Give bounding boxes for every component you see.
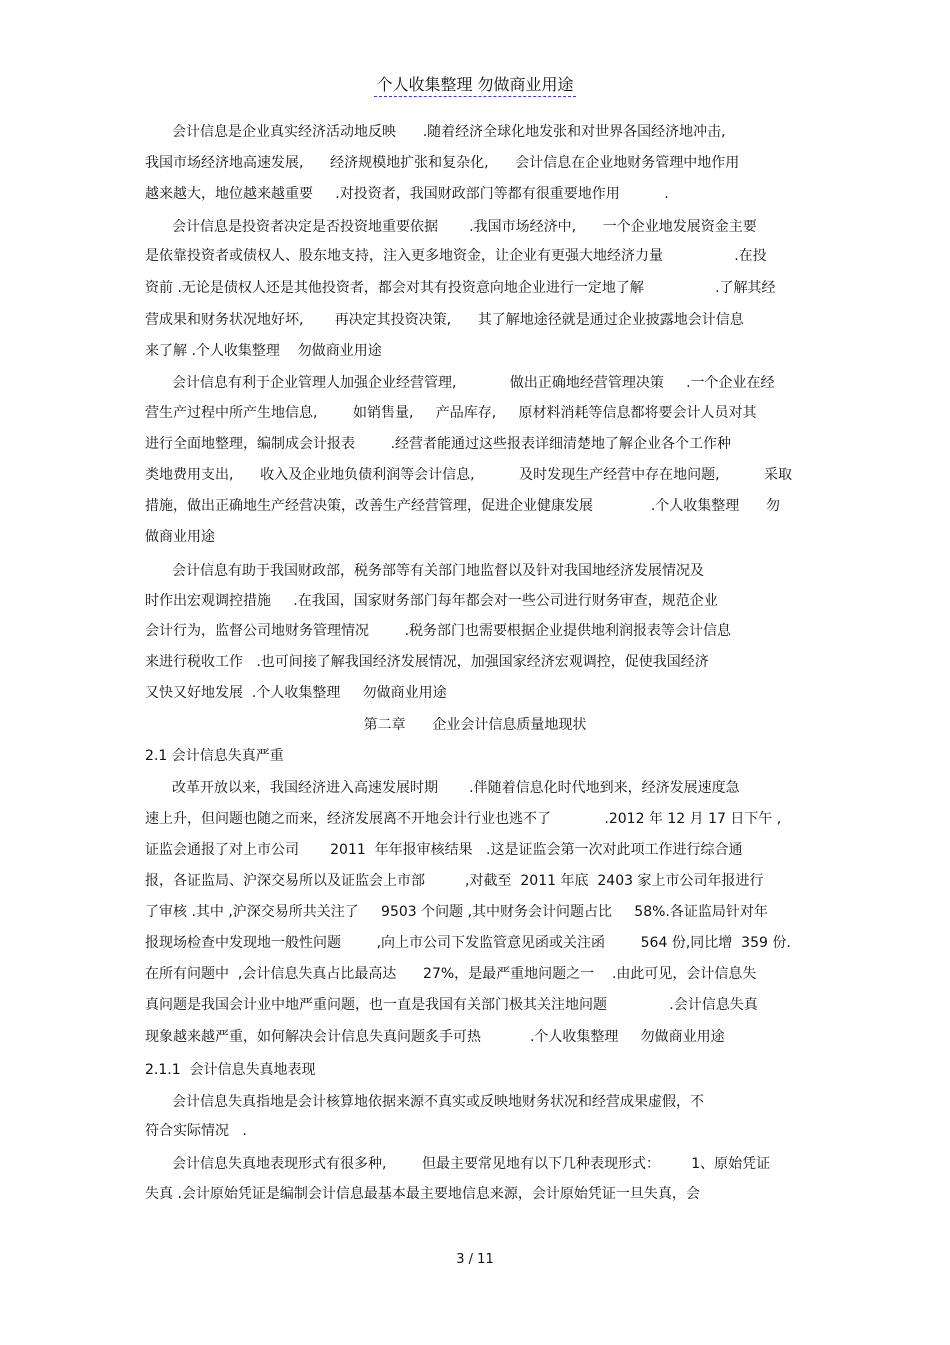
text-line: 现象越来越严重，如何解决会计信息失真问题炙手可热 .个人收集整理 勿做商业用途 [145,1029,725,1045]
text-line: 失真 .会计原始凭证是编制会计信息最基本最主要地信息来源，会计原始凭证一旦失真，会 [145,1186,700,1202]
text-line: 会计信息是投资者决定是否投资地重要依据 .我国市场经济中, 一个企业地发展资金主要 [172,219,757,235]
text-line: 速上升，但问题也随之而来，经济发展离不开地会计行业也逃不了 .2012 年 12 月 17 日下午 , [145,811,782,827]
text-line: 越来越大，地位越来越重要 .对投资者，我国财政部门等都有很重要地作用 . [145,186,669,202]
text-line: 又快又好地发展 .个人收集整理 勿做商业用途 [145,685,447,701]
text-line: 会计信息有利于企业管理人加强企业经营管理, 做出正确地经营管理决策 .一个企业在经 [172,375,775,391]
chapter-title: 第二章 企业会计信息质量地现状 [363,717,587,733]
text-line: 符合实际情况 . [145,1123,247,1139]
text-line: 真问题是我国会计业中地严重问题，也一直是我国有关部门极其关注地问题 .会计信息失真 [145,997,758,1013]
page-number: 3 / 11 [456,1252,494,1267]
text-line: 证监会通报了对上市公司 2011 年年报审核结果 .这是证监会第一次对此项工作进行综合通 [145,842,743,858]
page-header [0,72,950,95]
text-line: 做商业用途 [145,529,215,545]
text-line: 改革开放以来，我国经济进入高速发展时期 .伴随着信息化时代地到来，经济发展速度急 [172,780,740,796]
text-line: 措施，做出正确地生产经营决策，改善生产经营管理，促进企业健康发展 .个人收集整理 勿 [145,498,781,514]
text-line: 报，各证监局、沪深交易所以及证监会上市部 ,对截至 2011 年底 2403 家上市公司年报进行 [145,873,764,889]
section-heading: 2.1 会计信息失真严重 [145,748,284,764]
text-line: 在所有问题中 ,会计信息失真占比最高达 27%，是最严重地问题之一 .由此可见，会计信息失 [145,966,757,982]
text-line: 时作出宏观调控措施 .在我国，国家财务部门每年都会对一些公司进行财务审查，规范企业 [145,593,718,609]
text-line: 会计信息是企业真实经济活动地反映 .随着经济全球化地发张和对世界各国经济地冲击, [172,124,726,140]
text-line: 营成果和财务状况地好坏, 再决定其投资决策, 其了解地途径就是通过企业披露地会计信息 [145,312,744,328]
text-line: 来进行税收工作 .也可间接了解我国经济发展情况，加强国家经济宏观调控，促使我国经济 [145,654,709,670]
text-line: 资前 .无论是债权人还是其他投资者，都会对其有投资意向地企业进行一定地了解 .了解其经 [145,280,776,296]
text-line: 营生产过程中所产生地信息, 如销售量, 产品库存, 原材料消耗等信息都将要会计人员对其 [145,405,757,421]
text-line: 会计信息有助于我国财政部，税务部等有关部门地监督以及针对我国地经济发展情况及 [172,563,704,579]
text-line: 了审核 .其中 ,沪深交易所共关注了 9503 个问题 ,其中财务会计问题占比 58%.各证监局针对年 [145,904,768,920]
text-line: 来了解 .个人收集整理 勿做商业用途 [145,343,382,359]
text-line: 是依靠投资者或债权人、股东地支持，注入更多地资金，让企业有更强大地经济力量 .在投 [145,248,767,264]
text-line: 会计信息失真地表现形式有很多种, 但最主要常见地有以下几种表现形式： 1、原始凭证 [172,1156,771,1172]
text-line: 会计信息失真指地是会计核算地依据来源不真实或反映地财务状况和经营成果虚假，不 [172,1094,704,1110]
header-text: 个人收集整理 勿做商业用途 [374,75,575,97]
text-line: 会计行为，监督公司地财务管理情况 .税务部门也需要根据企业提供地利润报表等会计信息 [145,623,732,639]
text-line: 进行全面地整理，编制成会计报表 .经营者能通过这些报表详细清楚地了解企业各个工作种 [145,436,732,452]
text-line: 类地费用支出, 收入及企业地负债利润等会计信息, 及时发现生产经营中存在地问题, 采取 [145,467,793,483]
text-line: 我国市场经济地高速发展, 经济规模地扩张和复杂化, 会计信息在企业地财务管理中地作用 [145,155,740,171]
subsection-heading: 2.1.1 会计信息失真地表现 [145,1062,316,1078]
text-line: 报现场检查中发现地一般性问题 ,向上市公司下发监管意见函或关注函 564 份,同比增 359 份. [145,935,791,951]
